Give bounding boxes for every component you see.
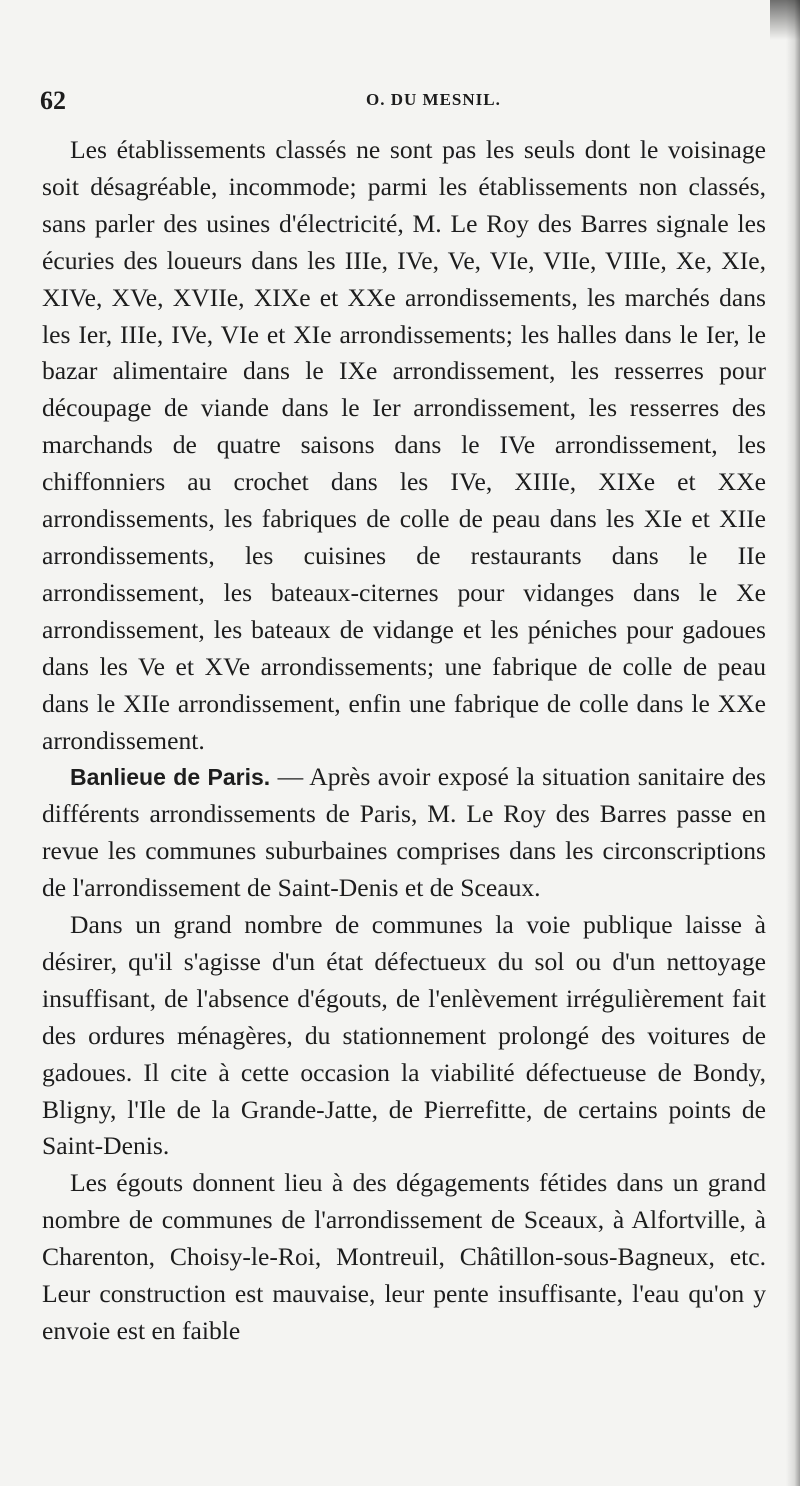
paragraph-etablissements: Les établissements classés ne sont pas les seuls dont le voisinage soit désagréable, incommode; parmi les établissements non classés, sans parler des usines d'électricité, M. Le Roy des Barres signale les écuries des loueurs dans les IIIe, IVe, Ve, VIe, VIIe, VIIIe, Xe, XIe, XIVe, XVe, XVIIe, XIXe et XXe arrondissements, les marchés dans les Ier, IIIe, IVe, VIe et XIe arrondissements; les halles dans le Ier, le bazar alimentaire dans le IXe arrondissement, les resserres pour découpage de viande dans le Ier arrondissement, les resserres des marchands de quatre saisons dans le IVe arrondissement, les chiffonniers au crochet dans les IVe, XIIIe, XIXe et XXe arrondissements, les fabriques de colle de peau dans les XIe et XIIe arrondissements, les cuisines de restaurants dans le IIe arrondissement, les bateaux-citernes pour vidanges dans le Xe arrondissement, les bateaux de vidange et les péniches pour gadoues dans les Ve et XVe arrondissements; une fabrique de colle de peau dans le XIIe arrondissement, enfin une fabrique de colle dans le XXe arrondissement. (42, 135, 766, 755)
page-number: 62 (40, 86, 66, 115)
paragraph-voie-publique: Dans un grand nombre de communes la voie publique laisse à désirer, qu'il s'agisse d'un état défectueux du sol ou d'un nettoyage insuffisant, de l'absence d'égouts, de l'enlèvement irrégulièrement fait des ordures ménagères, du stationnement prolongé des voitures de gadoues. Il cite à cette occasion la viabilité défectueuse de Bondy, Bligny, l'Ile de la Grande-Jatte, de Pierrefitte, de certains points de Saint-Denis. (42, 910, 766, 1161)
section-heading-banlieue: Banlieue de Paris. (70, 764, 271, 791)
running-head: O. DU MESNIL. (366, 90, 501, 109)
paragraph-egouts: Les égouts donnent lieu à des dégagements fétides dans un grand nombre de communes de l'arrondissement de Sceaux, à Alfortville, à Charenton, Choisy-le-Roi, Montreuil, Châtillon-sous-Bagneux, etc. Leur construction est mauvaise, leur pente insuffisante, l'eau qu'on y envoie est en faible (42, 1168, 766, 1345)
body-text (42, 132, 766, 1350)
page-header (40, 86, 780, 116)
page-corner-shadow (770, 0, 800, 40)
paragraph-banlieue (42, 759, 766, 907)
paragraph-banlieue-text: — Après avoir exposé la situation sanitaire des différents arrondissements de Paris, M. Le Roy des Barres passe en revue les communes suburbaines comprises dans les circonscriptions de l'arrondissement de Saint-Denis et de Sceaux. (42, 762, 766, 903)
page-edge-shadow (786, 0, 800, 1486)
